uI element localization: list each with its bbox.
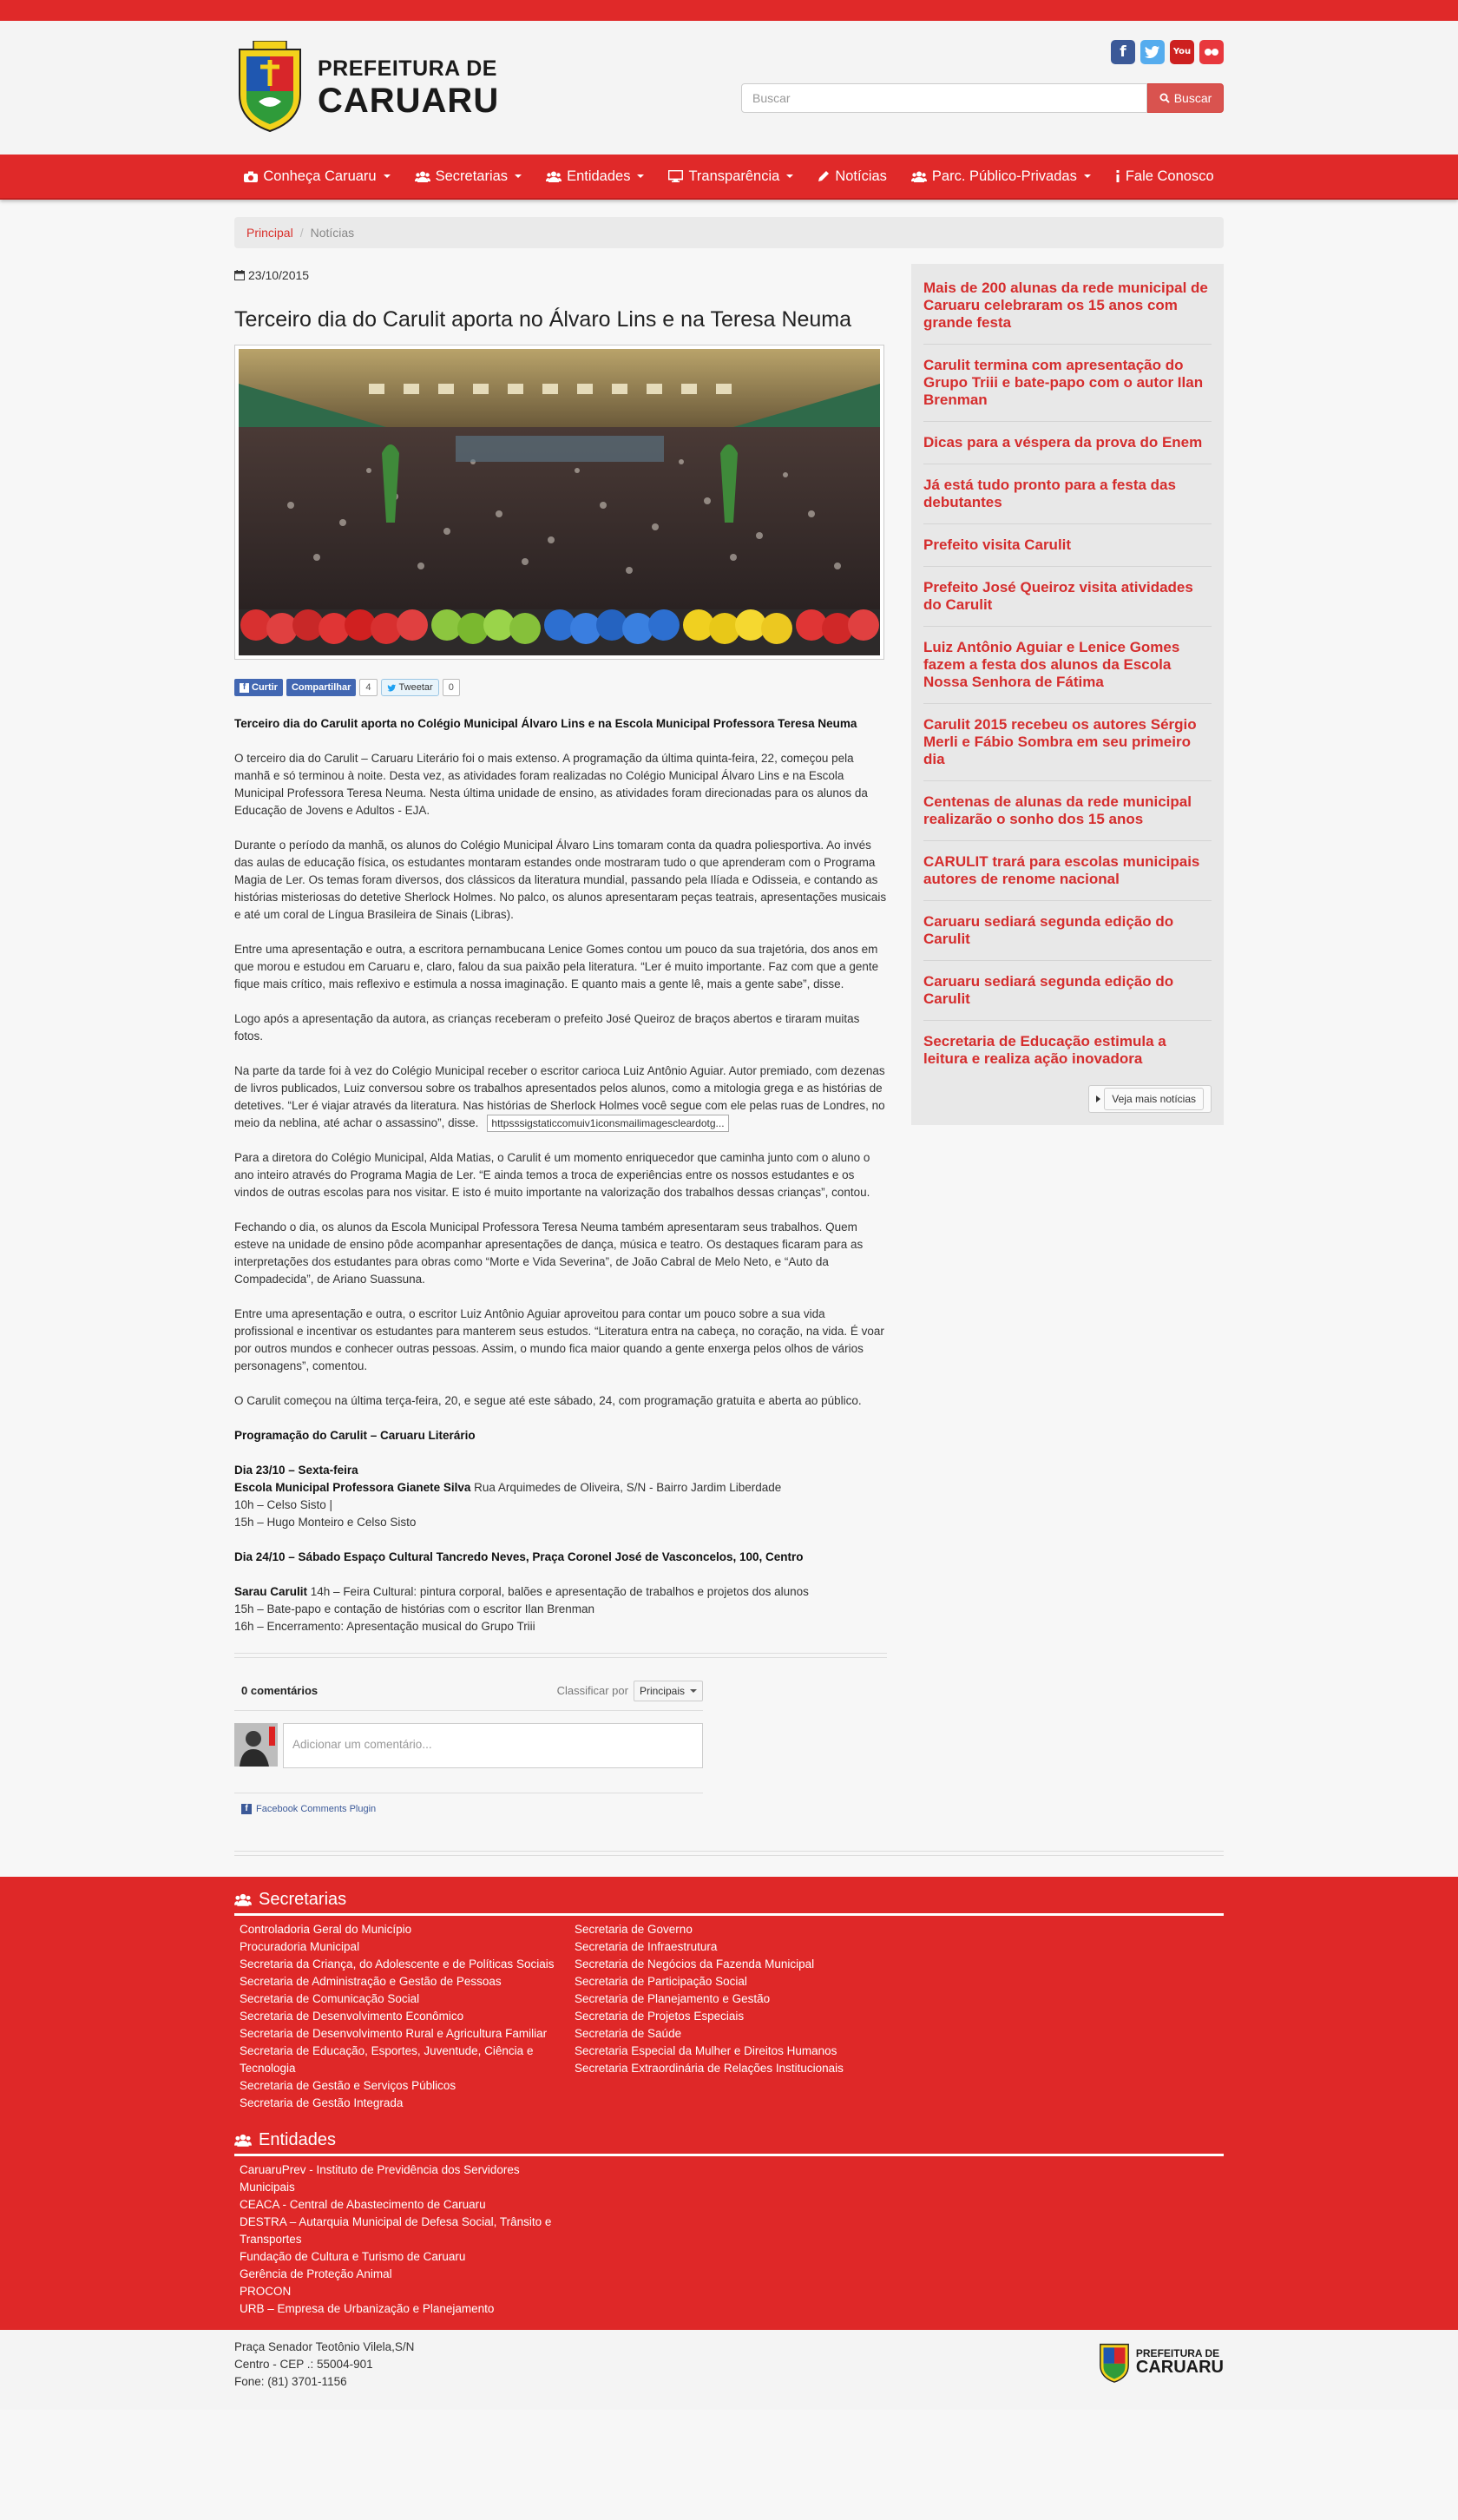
share-label: Compartilhar [291,682,351,693]
article-date-text: 23/10/2015 [248,268,310,282]
program-school-name: Escola Municipal Professora Gianete Silva [234,1481,471,1494]
article-paragraph-with-tooltip [234,1063,887,1132]
sidebar-news-link[interactable]: Carulit 2015 recebeu os autores Sérgio Merli e Fábio Sombra em seu primeiro dia [923,716,1212,781]
news-sidebar [911,264,1224,1125]
footer-secretarias-title: Secretarias [259,1890,347,1909]
social-share-bar [234,679,887,696]
nav-item-label: Parc. Público-Privadas [931,168,1077,184]
footer-link[interactable]: Secretaria da Criança, do Adolescente e de Políticas Sociais [240,1957,555,1971]
nav-item-entidades[interactable] [534,168,656,185]
article-column [234,264,887,1818]
footer-link[interactable]: Secretaria Extraordinária de Relações Institucionais [575,2062,844,2075]
nav-item-label: Fale Conosco [1125,168,1214,184]
avatar [234,1723,278,1767]
footer-logo-line2: CARUARU [1135,2358,1224,2377]
search-button-label: Buscar [1173,91,1212,105]
social-links [1111,40,1224,64]
nav-item-fale-conosco[interactable] [1103,168,1226,185]
breadcrumb-home-link[interactable]: Principal [246,226,293,240]
users-icon [415,171,430,182]
footer-link[interactable]: CaruaruPrev - Instituto de Previdência dos Servidores Municipais [240,2163,520,2194]
nav-item-label: Entidades [567,168,631,184]
sidebar-news-link[interactable]: Carulit termina com apresentação do Grupo Triii e bate-papo com o autor Ilan Brenman [923,357,1212,422]
search-icon [1159,93,1170,103]
sort-select[interactable] [634,1681,703,1701]
footer-link[interactable]: Secretaria de Comunicação Social [240,1992,420,2005]
search-input[interactable] [741,83,1147,113]
article-paragraph: Logo após a apresentação da autora, as crianças receberam o prefeito José Queiroz de braços abertos e tiraram muitas fotos. [234,1012,860,1043]
pencil-icon [818,170,830,182]
facebook-like-button[interactable] [234,679,283,696]
more-news-button[interactable] [1088,1085,1212,1113]
caret-down-icon [515,174,522,178]
facebook-comments [234,1681,703,1818]
footer-address [234,2330,1224,2391]
footer-link[interactable]: URB – Empresa de Urbanização e Planejamento [240,2302,495,2315]
footer-link[interactable]: Procuradoria Municipal [240,1940,360,1953]
program-day-1-title: Dia 23/10 – Sexta-feira [234,1464,358,1477]
sidebar-news-link[interactable]: Luiz Antônio Aguiar e Lenice Gomes fazem a festa dos alunos da Escola Nossa Senhora de Fátima [923,639,1212,704]
program-line: 15h – Hugo Monteiro e Celso Sisto [234,1516,417,1529]
footer-secretarias-col2 [575,1921,939,2112]
footer-secretarias [234,1891,1224,2112]
footer-link[interactable]: Secretaria de Projetos Especiais [575,2010,745,2023]
footer-entidades-title: Entidades [259,2130,336,2149]
caret-down-icon [384,174,391,178]
sidebar-news-link[interactable]: Secretaria de Educação estimula a leitura e realiza ação inovadora [923,1033,1166,1067]
comments-count: 0 comentários [241,1684,319,1697]
breadcrumb-current: Notícias [310,226,355,240]
camera-icon [244,171,258,182]
nav-item-transparencia[interactable] [656,168,805,185]
article-paragraph: Durante o período da manhã, os alunos do Colégio Municipal Álvaro Lins tomaram conta da quadra poliesportiva. Ao invés das aulas de educação física, os estudantes montaram estandes onde mostraram tudo o que aprenderam com o Programa Magia de Ler. Os temas foram diversos, dos clássicos da literatura mundial, passando pela Ilíada e Odisseia, e contando as histórias misteriosas do detetive Sherlock Holmes. No palco, os alunos apresentaram peças teatrais, apresentações musicais e até um coral de Língua Brasileira de Sinais (Libras). [234,839,887,921]
footer-link[interactable]: Secretaria de Governo [575,1923,693,1936]
search-form [741,83,1224,113]
article-paragraph: O terceiro dia do Carulit – Caruaru Literário foi o mais extenso. A programação da última quinta-feira, 22, começou pela manhã e só terminou à noite. Desta vez, as atividades foram realizadas no Colégio Municipal Álvaro Lins e na Escola Municipal Professora Teresa Neuma. Nesta última unidade de ensino, as atividades foram direcionadas para os alunos da Educação de Jovens e Adultos - EJA. [234,752,868,817]
top-color-strip [0,0,1458,21]
sidebar-news-link[interactable]: Dicas para a véspera da prova do Enem [923,434,1212,464]
footer-link[interactable]: CEACA - Central de Abastecimento de Caruaru [240,2198,486,2211]
article-paragraph: O Carulit começou na última terça-feira, 20, e segue até este sábado, 24, com programação gratuita e aberta ao público. [234,1394,862,1407]
article-paragraph-text: Na parte da tarde foi à vez do Colégio Municipal receber o escritor carioca Luiz Antônio Aguiar. Autor premiado, com dezenas de livros publicados, Luiz conversou sobre os trabalhos apresentados pelos alunos, como a mitologia grega e as histórias de detetives. “Ler é viajar através da literatura. Nas histórias de Sherlock Holmes você segue com ele pelas ruas de Londres, no meio da neblina, até achar o assassino”, disse. [234,1064,885,1129]
footer-link[interactable]: Secretaria de Gestão Integrada [240,2096,404,2109]
tweet-count: 0 [443,679,460,696]
footer-secretarias-col1 [240,1921,575,2112]
footer-entidades [234,2131,1224,2318]
nav-item-conheca-caruaru[interactable] [232,168,402,185]
users-icon [234,1893,252,1906]
twitter-icon[interactable] [1140,40,1165,64]
site-footer [0,1877,1458,2330]
program-day-2 [234,1583,887,1635]
footer-link[interactable]: Secretaria de Administração e Gestão de Pessoas [240,1975,502,1988]
caret-down-icon [690,1689,697,1693]
footer-logo[interactable] [1098,2340,1224,2384]
sidebar-news-link[interactable]: CARULIT trará para escolas municipais autores de renome nacional [923,853,1212,901]
share-count: 4 [359,679,377,696]
footer-link[interactable]: Gerência de Proteção Animal [240,2267,392,2280]
article-lead: Terceiro dia do Carulit aporta no Colégio Municipal Álvaro Lins e na Escola Municipal Professora Teresa Neuma [234,717,857,730]
footer-link[interactable]: Secretaria de Educação, Esportes, Juventude, Ciência e Tecnologia [240,2044,534,2075]
footer-link[interactable]: Secretaria de Negócios da Fazenda Municipal [575,1957,815,1971]
like-label: Curtir [252,682,278,693]
users-icon [546,171,562,182]
footer-link[interactable]: PROCON [240,2285,292,2298]
footer-link[interactable]: Secretaria de Planejamento e Gestão [575,1992,771,2005]
section-divider [234,1653,887,1658]
city-crest-icon [234,41,305,135]
flickr-icon[interactable] [1199,40,1224,64]
article-title: Terceiro dia do Carulit aporta no Álvaro Lins e na Teresa Neuma [234,307,852,332]
nav-item-label: Conheça Caruaru [263,168,377,184]
sidebar-news-link[interactable]: Caruaru sediará segunda edição do Carulit [923,913,1212,961]
address-line: Centro - CEP .: 55004-901 [234,2358,373,2371]
phone-line: Fone: (81) 3701-1156 [234,2375,347,2388]
facebook-icon: f [241,1804,252,1814]
logo-title-line2: CARUARU [318,81,500,120]
program-day-1 [234,1462,887,1531]
sidebar-news-link[interactable]: Prefeito visita Carulit [923,536,1212,567]
nav-item-label: Transparência [688,168,780,184]
youtube-icon[interactable]: You [1170,40,1194,64]
caret-right-icon [1096,1096,1100,1102]
sidebar-news-link[interactable]: Mais de 200 alunas da rede municipal de Caruaru celebraram os 15 anos com grande festa [923,280,1212,345]
main-navbar [0,155,1458,200]
info-icon [1115,170,1120,182]
users-icon [234,2134,252,2147]
footer-entidades-list [240,2161,575,2318]
facebook-share-button[interactable] [286,679,356,696]
footer-address-bar [0,2330,1458,2410]
tweet-label: Tweetar [398,682,433,693]
nav-item-parcerias[interactable] [899,168,1103,185]
nav-item-label: Notícias [835,168,887,184]
footer-link[interactable]: Fundação de Cultura e Turismo de Caruaru [240,2250,466,2263]
event-photo-image [239,349,880,655]
footer-link[interactable]: Secretaria de Participação Social [575,1975,747,1988]
program-sarau-label: Sarau Carulit [234,1585,308,1598]
footer-link[interactable]: Secretaria Especial da Mulher e Direitos Humanos [575,2044,837,2057]
sort-label: Classificar por [556,1684,628,1697]
footer-link[interactable]: DESTRA – Autarquia Municipal de Defesa Social, Trânsito e Transportes [240,2215,552,2246]
facebook-comments-plugin-link[interactable] [234,1793,703,1818]
caret-down-icon [786,174,793,178]
facebook-icon: f [240,683,249,693]
monitor-icon [668,170,683,182]
program-line: 16h – Encerramento: Apresentação musical do Grupo Triii [234,1620,535,1633]
sidebar-news-link[interactable]: Prefeito José Queiroz visita atividades do Carulit [923,579,1212,627]
section-divider [234,1851,1224,1856]
sidebar-news-link[interactable]: Caruaru sediará segunda edição do Carulit [923,973,1212,1021]
program-line: 10h – Celso Sisto | [234,1498,333,1511]
sort-value: Principais [639,1685,685,1697]
sidebar-news-link[interactable]: Centenas de alunas da rede municipal realizarão o sonho dos 15 anos [923,793,1212,841]
sidebar-news-link[interactable]: Já está tudo pronto para a festa das debutantes [923,477,1212,524]
logo-title-line1: PREFEITURA DE [318,56,497,81]
caret-down-icon [637,174,644,178]
users-icon [911,171,927,182]
facebook-icon[interactable]: f [1111,40,1135,64]
program-line: 14h – Feira Cultural: pintura corporal, balões e apresentação de trabalhos e projetos dos alunos [307,1585,809,1598]
program-day-2-title: Dia 24/10 – Sábado Espaço Cultural Tancredo Neves, Praça Coronel José de Vasconcelos, 100, Centro [234,1550,804,1563]
footer-link[interactable]: Secretaria de Desenvolvimento Econômico [240,2010,464,2023]
site-logo[interactable] [234,41,499,135]
calendar-icon [234,270,245,280]
program-title: Programação do Carulit – Caruaru Literário [234,1429,476,1442]
article-body [234,715,887,1635]
city-crest-icon [1098,2340,1131,2384]
site-header [0,21,1458,155]
plugin-label: Facebook Comments Plugin [256,1804,377,1814]
article-photo [234,345,884,660]
caret-down-icon [1084,174,1091,178]
more-news-label: Veja mais notícias [1104,1088,1204,1110]
nav-item-secretarias[interactable] [403,168,534,185]
footer-link[interactable]: Secretaria de Desenvolvimento Rural e Agricultura Familiar [240,2027,548,2040]
footer-link[interactable]: Controladoria Geral do Município [240,1923,412,1936]
comments-sort [557,1681,703,1701]
article-paragraph: Fechando o dia, os alunos da Escola Municipal Professora Teresa Neuma também apresentaram seus trabalhos. Quem esteve na unidade de ensino pôde acompanhar apresentações de dança, música e teatro. Os destaques ficaram para as interpretações dos estudantes para obras como “Morte e Vida Severina”, de João Cabral de Melo Neto, e “Auto da Compadecida”, de Ariano Suassuna. [234,1221,864,1286]
breadcrumb [234,217,1224,248]
search-button[interactable] [1147,83,1224,113]
article-date [234,266,887,284]
breadcrumb-separator: / [299,226,304,240]
nav-item-label: Secretarias [435,168,509,184]
footer-link[interactable]: Secretaria de Infraestrutura [575,1940,718,1953]
footer-link[interactable]: Secretaria de Gestão e Serviços Públicos [240,2079,456,2092]
address-line: Praça Senador Teotônio Vilela,S/N [234,2340,415,2353]
program-line: 15h – Bate-papo e contação de histórias com o escritor Ilan Brenman [234,1602,594,1615]
article-paragraph: Entre uma apresentação e outra, o escritor Luiz Antônio Aguiar aproveitou para contar um pouco sobre a sua vida profissional e incentivar os estudantes para manterem seus estudos. “Literatura entra na cabeça, no coração, na vida. É voar por outros mundos e conhecer outras pessoas. Assim, o mundo fica maior quando a gente enxerga pelos olhos de vários personagens”, comentou. [234,1307,884,1372]
comment-input[interactable]: Adicionar um comentário... [283,1723,703,1768]
nav-item-noticias[interactable] [805,168,899,185]
url-tooltip: httpsssigstaticcomuiv1iconsmailimagescleardotg... [487,1115,728,1132]
twitter-icon [387,684,397,692]
article-paragraph: Para a diretora do Colégio Municipal, Alda Matias, o Carulit é um momento enriquecedor que caminha junto com o aluno o ano inteiro através do Programa Magia de Ler. “E ainda temos a troca de experiências entre os nossos estudantes e os vindos de outras escolas para nos visitar. E isto é muito importante na valorização dos trabalhos dessas crianças”, contou. [234,1151,870,1199]
footer-logo-line1: PREFEITURA DE [1135,2347,1220,2359]
footer-link[interactable]: Secretaria de Saúde [575,2027,682,2040]
tweet-button[interactable] [381,679,439,696]
program-school-address: Rua Arquimedes de Oliveira, S/N - Bairro Jardim Liberdade [470,1481,782,1494]
article-paragraph: Entre uma apresentação e outra, a escritora pernambucana Lenice Gomes contou um pouco da sua trajetória, dos anos em que morou e estudou em Caruaru e, claro, falou da sua paixão pela literatura. “Ler é muito importante. Faz com que a gente fique mais crítico, mais reflexivo e estimula a nossa imaginação. E quanto mais a gente lê, mais a gente sabe”, disse. [234,943,879,990]
